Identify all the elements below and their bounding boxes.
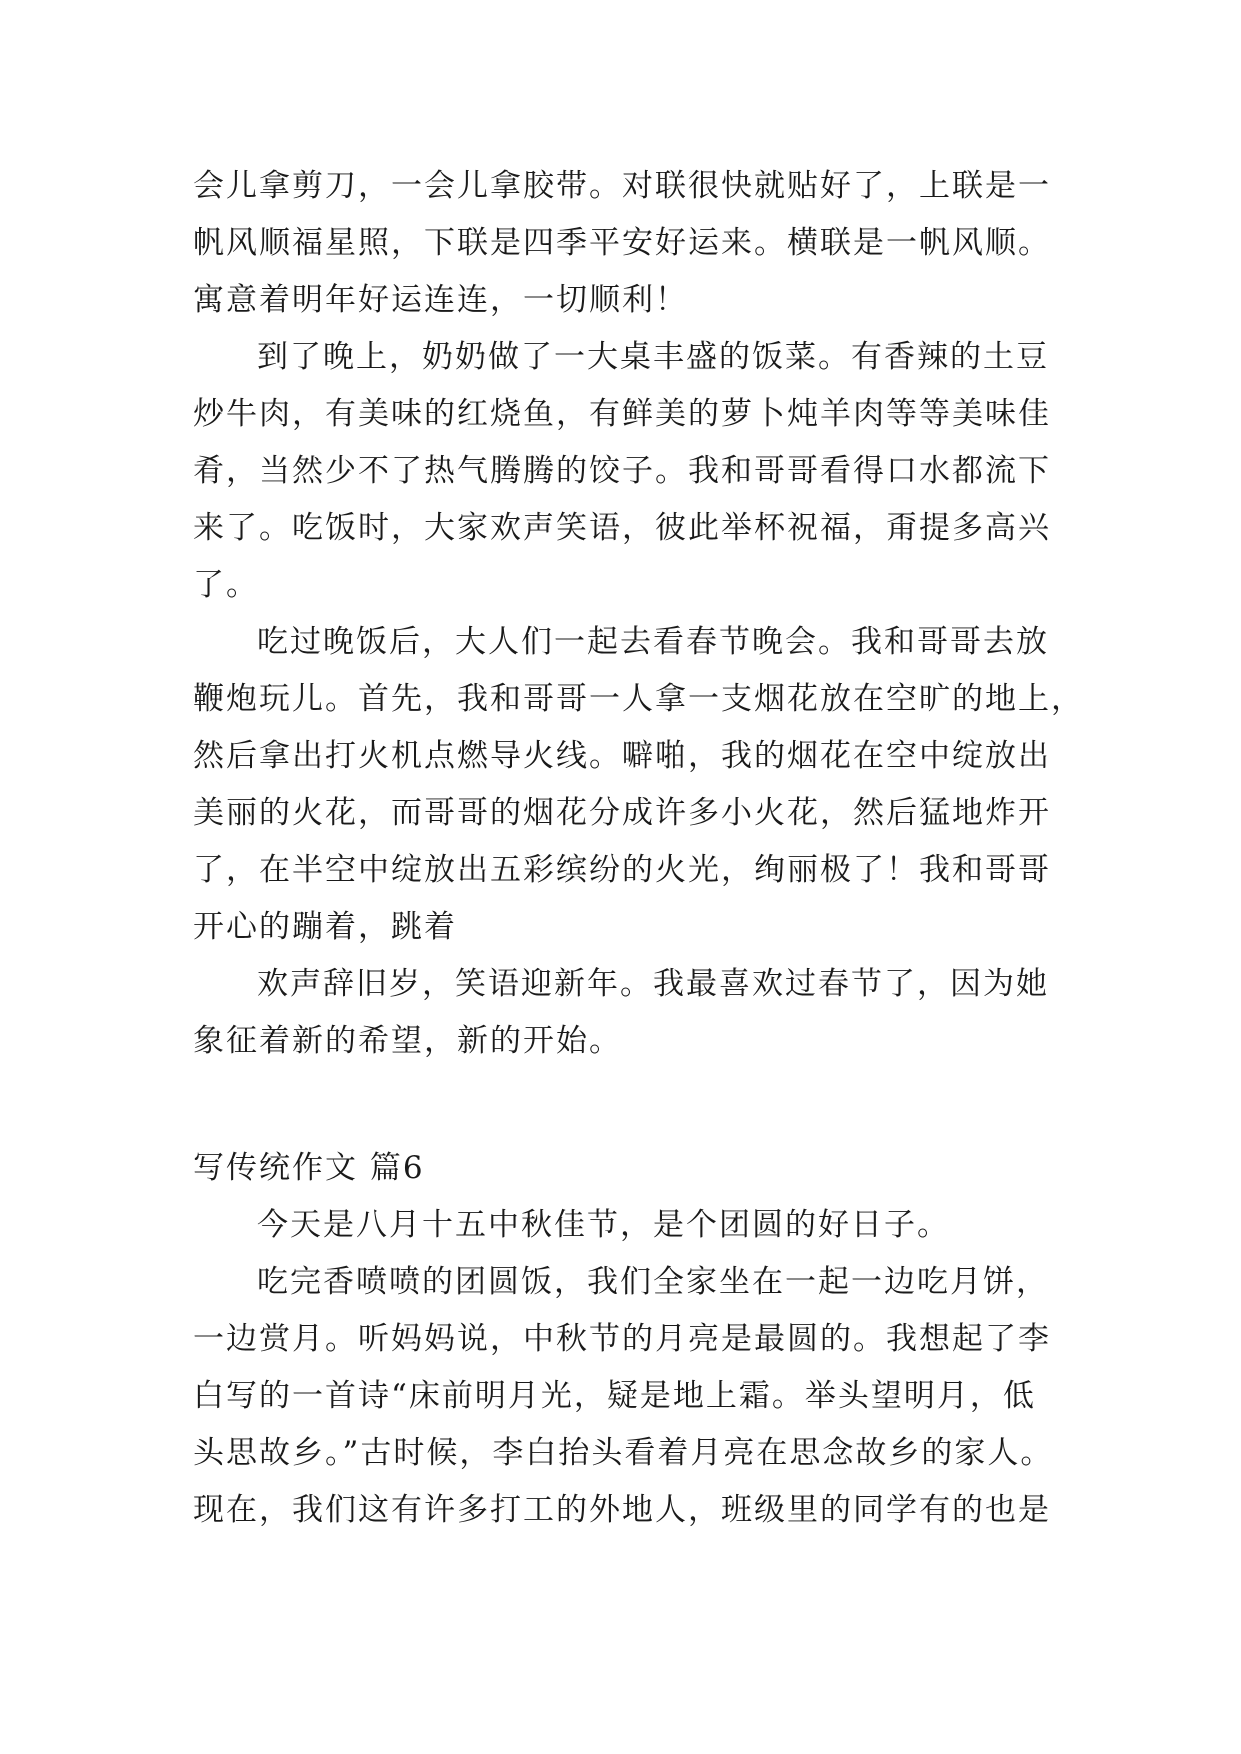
text-line: 寓意着明年好运连连，一切顺利！ <box>193 282 688 318</box>
text-line: 开心的蹦着，跳着 <box>193 909 457 945</box>
text-line: 来了。吃饭时，大家欢声笑语，彼此举杯祝福，甭提多高兴 <box>193 510 1051 546</box>
text-line: 会儿拿剪刀，一会儿拿胶带。对联很快就贴好了，上联是一 <box>193 168 1051 204</box>
text-line: 了，在半空中绽放出五彩缤纷的火光，绚丽极了！我和哥哥 <box>193 852 1051 888</box>
text-line: 美丽的火花，而哥哥的烟花分成许多小火花，然后猛地炸开 <box>193 795 1051 831</box>
text-line: 今天是八月十五中秋佳节，是个团圆的好日子。 <box>257 1207 950 1243</box>
text-line: 鞭炮玩儿。首先，我和哥哥一人拿一支烟花放在空旷的地上， <box>193 681 1084 717</box>
text-line: 白写的一首诗“床前明月光，疑是地上霜。举头望明月，低 <box>193 1378 1036 1414</box>
text-line: 一边赏月。听妈妈说，中秋节的月亮是最圆的。我想起了李 <box>193 1321 1051 1357</box>
text-line: 现在，我们这有许多打工的外地人，班级里的同学有的也是 <box>193 1492 1051 1528</box>
text-line: 了。 <box>193 567 259 603</box>
text-line: 到了晚上，奶奶做了一大桌丰盛的饭菜。有香辣的土豆 <box>257 339 1049 375</box>
section-heading: 写传统作文 篇6 <box>193 1150 425 1186</box>
text-line: 然后拿出打火机点燃导火线。噼啪，我的烟花在空中绽放出 <box>193 738 1051 774</box>
text-line: 象征着新的希望，新的开始。 <box>193 1023 622 1059</box>
text-line: 吃过晚饭后，大人们一起去看春节晚会。我和哥哥去放 <box>257 624 1049 660</box>
text-line: 吃完香喷喷的团圆饭，我们全家坐在一起一边吃月饼， <box>257 1264 1049 1300</box>
text-line: 帆风顺福星照，下联是四季平安好运来。横联是一帆风顺。 <box>193 225 1051 261</box>
text-line: 欢声辞旧岁，笑语迎新年。我最喜欢过春节了，因为她 <box>257 966 1049 1002</box>
text-line: 头思故乡。”古时候，李白抬头看着月亮在思念故乡的家人。 <box>193 1435 1054 1471</box>
text-line: 炒牛肉，有美味的红烧鱼，有鲜美的萝卜炖羊肉等等美味佳 <box>193 396 1051 432</box>
text-line: 肴，当然少不了热气腾腾的饺子。我和哥哥看得口水都流下 <box>193 453 1051 489</box>
